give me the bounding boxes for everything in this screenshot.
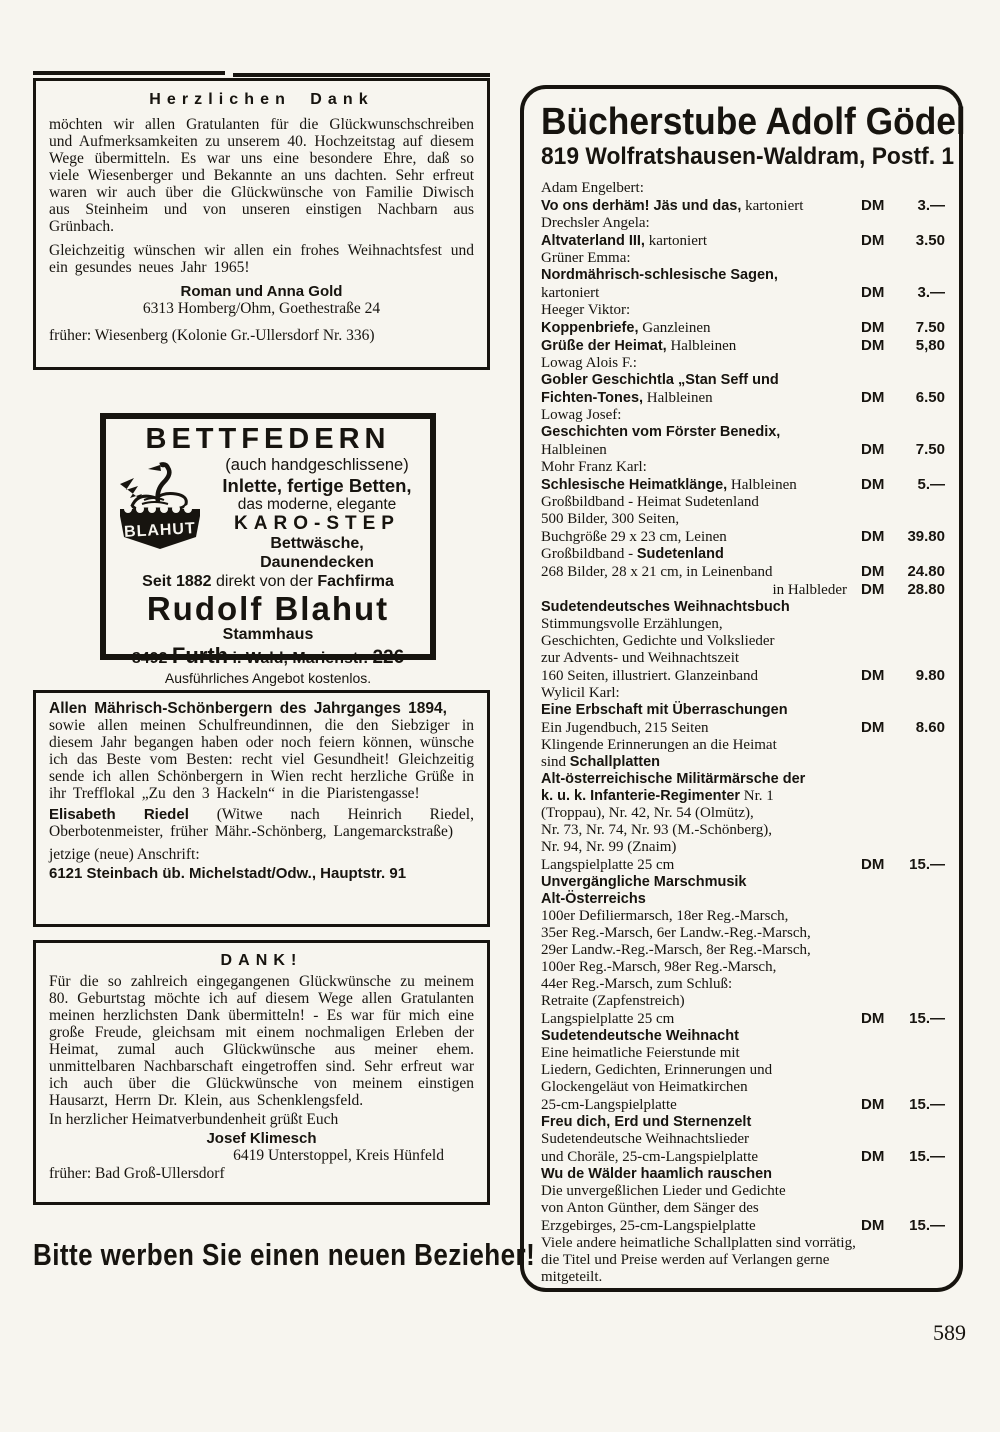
book-row: Geschichten vom Förster Benedix,	[541, 424, 781, 440]
price-value: 7.50	[915, 319, 945, 336]
book-row: Erzgebirges, 25-cm-Langspielplatte DM 15.—	[541, 1217, 945, 1234]
book-row: Ein Jugendbuch, 215 Seiten DM 8.60	[541, 719, 945, 736]
book-row: Adam Engelbert:	[541, 180, 644, 196]
book-row: Sudetendeutsche Weihnacht	[541, 1028, 739, 1044]
ad-line: KARO-STEP	[234, 513, 400, 534]
subscription-banner	[33, 1237, 536, 1273]
book-row: 100er Defiliermarsch, 18er Reg.-Marsch,	[541, 908, 789, 924]
book-row: Heeger Viktor:	[541, 302, 631, 318]
price-value: 6.50	[915, 389, 945, 406]
book-row: Grüner Emma:	[541, 250, 631, 266]
book-row: Lowag Josef:	[541, 407, 622, 423]
book-row: Halbleinen DM 7.50	[541, 441, 945, 458]
book-row: Alt-Österreichs	[541, 891, 646, 907]
ad-body-paragraph: Gleichzeitig wünschen wir allen ein frohes Weihnachtsfest und ein gesundes neues Jahr 1965!	[49, 242, 474, 276]
price-currency: DM	[861, 719, 885, 736]
book-row: Drechsler Angela:	[541, 215, 650, 231]
ad-body-paragraph: Für die so zahlreich eingegangenen Glückwünsche zu meinem 80. Geburtstag möchte ich auf diesem Wege allen Gratulanten meinen herzlichsten Dank übermitteln! - Es war für mich eine große Freude, gleichsam mit einem nochmaligen Erleben der Heimat, zumal auch Glückwünsche aus meiner ehem. unmittelbaren Nachbarschaft eingetroffen sind. Sehr erfreut war ich auch über die Glückwünsche von meinem einstigen Hausarzt, Herrn Dr. Klein, aus Schenklengsfeld.	[49, 973, 474, 1109]
book-row: Eine Erbschaft mit Überraschungen	[541, 702, 788, 718]
ad-company-name: Rudolf Blahut	[146, 590, 390, 627]
ad-former-address: früher: Bad Groß-Ullersdorf	[49, 1165, 225, 1182]
book-row: 44er Reg.-Marsch, zum Schluß:	[541, 976, 733, 992]
ad-line: (auch handgeschlissene)	[225, 456, 409, 474]
price-value: 9.80	[915, 667, 945, 684]
page-number: 589	[933, 1320, 966, 1345]
book-row: Viele andere heimatliche Schallplatten sind vorrätig,	[541, 1235, 856, 1251]
book-row: Großbildband - Sudetenland	[541, 546, 724, 562]
book-row: 500 Bilder, 300 Seiten,	[541, 511, 680, 527]
ad-headline: BETTFEDERN	[145, 423, 391, 455]
ad-address: 6419 Unterstoppel, Kreis Hünfeld	[233, 1147, 444, 1164]
book-row: Freu dich, Erd und Sternenzelt	[541, 1114, 752, 1130]
price-value: 39.80	[907, 528, 945, 545]
ad-line: Bettwäsche, Daunendecken	[260, 535, 374, 571]
blahut-logo-text: BLAHUT	[123, 520, 197, 541]
price-currency: DM	[861, 667, 885, 684]
book-row: Koppenbriefe, Ganzleinen DM 7.50	[541, 319, 945, 336]
book-row: Unvergängliche Marschmusik	[541, 874, 747, 890]
price-currency: DM	[861, 319, 885, 336]
price-value: 7.50	[915, 441, 945, 458]
book-row: k. u. k. Infanterie-Regimenter Nr. 1	[541, 788, 774, 804]
book-row: Schlesische Heimatklänge, Halbleinen DM 5.—	[541, 476, 945, 493]
book-row: Eine heimatliche Feierstunde mit	[541, 1045, 740, 1061]
book-list	[541, 180, 945, 1286]
ad-person-name: Elisabeth Riedel	[49, 806, 189, 823]
price-value: 5,80	[915, 337, 945, 354]
ad-signature: Roman und Anna Gold	[180, 283, 343, 300]
book-row: von Anton Günther, dem Sänger des	[541, 1200, 759, 1216]
ad-note: Ausführliches Angebot kostenlos.	[164, 670, 372, 686]
price-value: 3.50	[915, 232, 945, 249]
ad-lead-line: Allen Mährisch-Schönbergern des Jahrganges 1894,	[49, 700, 447, 717]
banner-text: Bitte werben Sie einen neuen Bezieher!	[33, 1237, 536, 1272]
ad-bettfedern-blahut	[100, 413, 436, 686]
ad-line: Inlette, fertige Betten,	[222, 475, 412, 496]
book-row: die Titel und Preise werden auf Verlangen gerne	[541, 1252, 830, 1268]
book-row: zur Advents- und Weihnachtszeit	[541, 650, 740, 666]
price-currency: DM	[861, 232, 885, 249]
price-currency: DM	[861, 1217, 885, 1234]
ad-title: DANK!	[220, 952, 303, 969]
book-row: Buchgröße 29 x 23 cm, Leinen DM 39.80	[541, 528, 945, 545]
book-row: Retraite (Zapfenstreich)	[541, 993, 685, 1009]
book-row: sind Schallplatten	[541, 754, 661, 770]
book-row: Die unvergeßlichen Lieder und Gedichte	[541, 1183, 786, 1199]
price-value: 5.—	[917, 476, 945, 493]
price-currency: DM	[861, 197, 885, 214]
price-value: 15.—	[909, 1217, 945, 1234]
ad-body-paragraph: Allen Mährisch-Schönbergern des Jahrganges 1894, sowie allen meinen Schulfreundinnen, die den Siebziger in diesem Jahr begangen haben oder noch feiern können, wünsche ich das Beste vom Besten: recht viel Gesundheit! Gleichzeitig sende ich allen Schönbergern in Wien recht herzliche Grüße in ihr Trefflokal „Zu den 3 Hackeln“ in die Piaristengasse!	[49, 700, 474, 802]
price-currency: DM	[861, 476, 885, 493]
ad-label: jetzige (neue) Anschrift:	[49, 846, 200, 863]
ad-signature: Josef Klimesch	[206, 1130, 317, 1147]
price-currency: DM	[861, 337, 885, 354]
ad-jahrgang-1894	[33, 690, 490, 927]
ad-address: 8492 Furth i. Wald, Marienstr. 226	[131, 643, 405, 668]
price-value: 15.—	[909, 1096, 945, 1113]
book-row: Geschichten, Gedichte und Volkslieder	[541, 633, 775, 649]
book-row: Langspielplatte 25 cm DM 15.—	[541, 1010, 945, 1027]
price-value: 24.80	[907, 563, 945, 580]
book-row: kartoniert DM 3.—	[541, 284, 945, 301]
book-row: Liedern, Gedichten, Erinnerungen und	[541, 1062, 773, 1078]
price-value: 15.—	[909, 1148, 945, 1165]
price-currency: DM	[861, 1010, 885, 1027]
price-currency: DM	[861, 856, 885, 873]
price-currency: DM	[861, 1148, 885, 1165]
price-value: 15.—	[909, 1010, 945, 1027]
book-row: 29er Landw.-Reg.-Marsch, 8er Reg.-Marsch,	[541, 942, 811, 958]
ad-closing: In herzlicher Heimatverbundenheit grüßt Euch	[49, 1111, 339, 1128]
price-currency: DM	[861, 441, 885, 458]
book-row: Vo ons derhäm! Jäs und das, kartoniert DM 3.—	[541, 197, 945, 214]
book-row: Langspielplatte 25 cm DM 15.—	[541, 856, 945, 873]
ad-line: Stammhaus	[222, 626, 314, 643]
book-row: 268 Bilder, 28 x 21 cm, in Leinenband DM 24.80	[541, 563, 945, 580]
book-row: Wu de Wälder haamlich rauschen	[541, 1166, 772, 1182]
book-row: 160 Seiten, illustriert. Glanzeinband DM 9.80	[541, 667, 945, 684]
price-currency: DM	[861, 581, 885, 598]
book-row: und Choräle, 25-cm-Langspielplatte DM 15.—	[541, 1148, 945, 1165]
book-row: Sudetendeutsche Weihnachtslieder	[541, 1131, 750, 1147]
book-row: (Troppau), Nr. 42, Nr. 54 (Olmütz),	[541, 805, 754, 821]
book-row: 25-cm-Langspielplatte DM 15.—	[541, 1096, 945, 1113]
price-currency: DM	[861, 563, 885, 580]
ad-address: 6313 Homberg/Ohm, Goethestraße 24	[142, 300, 381, 317]
price-currency: DM	[861, 389, 885, 406]
ad-since-line: Seit 1882 direkt von der Fachfirma	[142, 573, 394, 590]
book-row: Mohr Franz Karl:	[541, 459, 647, 475]
price-value: 3.—	[917, 284, 945, 301]
book-row: Großbildband - Heimat Sudetenland	[541, 494, 759, 510]
book-row: Nordmährisch-schlesische Sagen,	[541, 267, 778, 283]
book-row: Glockengeläut von Heimatkirchen	[541, 1079, 748, 1095]
print-artifact-rule	[33, 71, 225, 75]
book-row: Klingende Erinnerungen an die Heimat	[541, 737, 777, 753]
book-row: Grüße der Heimat, Halbleinen DM 5,80	[541, 337, 945, 354]
blahut-swan-logo	[114, 456, 206, 550]
price-currency: DM	[861, 528, 885, 545]
ad-thanks-80th-birthday	[33, 940, 490, 1205]
price-currency: DM	[861, 284, 885, 301]
book-row: Nr. 73, Nr. 74, Nr. 93 (M.-Schönberg),	[541, 822, 772, 838]
ad-body-paragraph: Elisabeth Riedel (Witwe nach Heinrich Riedel, Oberbotenmeister, früher Mähr.-Schönberg, Langemarckstraße)	[49, 806, 474, 840]
ad-buecherstube-goedel	[520, 85, 966, 1292]
book-row: Wylicil Karl:	[541, 685, 620, 701]
price-currency: DM	[861, 1096, 885, 1113]
bookstore-title: Bücherstube Adolf Gödel	[541, 101, 966, 143]
book-row: Sudetendeutsches Weihnachtsbuch	[541, 599, 790, 615]
book-row: Alt-österreichische Militärmärsche der	[541, 771, 806, 787]
print-artifact-rule	[233, 73, 490, 77]
book-row: in Halbleder DM 28.80	[772, 581, 945, 598]
price-value: 8.60	[915, 719, 945, 736]
ad-body-paragraph: möchten wir allen Gratulanten für die Glückwunschschreiben und Aufmerksamkeiten zu unserem 40. Hochzeitstag auf diesem Wege übermitteln. Es war uns eine besondere Ehre, daß so viele Wiesenberger und Bekannte an uns dachten. Sehr erfreut waren wir auch über die Glückwünsche von Familie Diwisch aus Steinheim und von unseren einstigen Nachbarn aus Grünbach.	[49, 116, 474, 235]
ad-thanks-40th-anniversary	[33, 78, 490, 370]
bookstore-address: 819 Wolfratshausen-Waldram, Postf. 1	[541, 143, 955, 170]
price-value: 15.—	[909, 856, 945, 873]
book-row: Gobler Geschichtla „Stan Seff und	[541, 372, 779, 388]
book-row: Fichten-Tones, Halbleinen DM 6.50	[541, 389, 945, 406]
book-row: Nr. 94, Nr. 99 (Znaim)	[541, 839, 677, 855]
price-value: 28.80	[907, 581, 945, 598]
book-row: Stimmungsvolle Erzählungen,	[541, 616, 723, 632]
book-row: Altvaterland III, kartoniert DM 3.50	[541, 232, 945, 249]
price-value: 3.—	[917, 197, 945, 214]
book-row: 35er Reg.-Marsch, 6er Landw.-Reg.-Marsch,	[541, 925, 811, 941]
ad-former-address: früher: Wiesenberg (Kolonie Gr.-Ullersdorf Nr. 336)	[49, 327, 375, 344]
book-row: 100er Reg.-Marsch, 98er Reg.-Marsch,	[541, 959, 777, 975]
book-row: mitgeteilt.	[541, 1269, 603, 1285]
ad-title: Herzlichen Dank	[149, 91, 374, 108]
ad-line: das moderne, elegante	[237, 496, 397, 513]
ad-address: 6121 Steinbach üb. Michelstadt/Odw., Hauptstr. 91	[49, 865, 407, 882]
book-row: Lowag Alois F.:	[541, 355, 637, 371]
